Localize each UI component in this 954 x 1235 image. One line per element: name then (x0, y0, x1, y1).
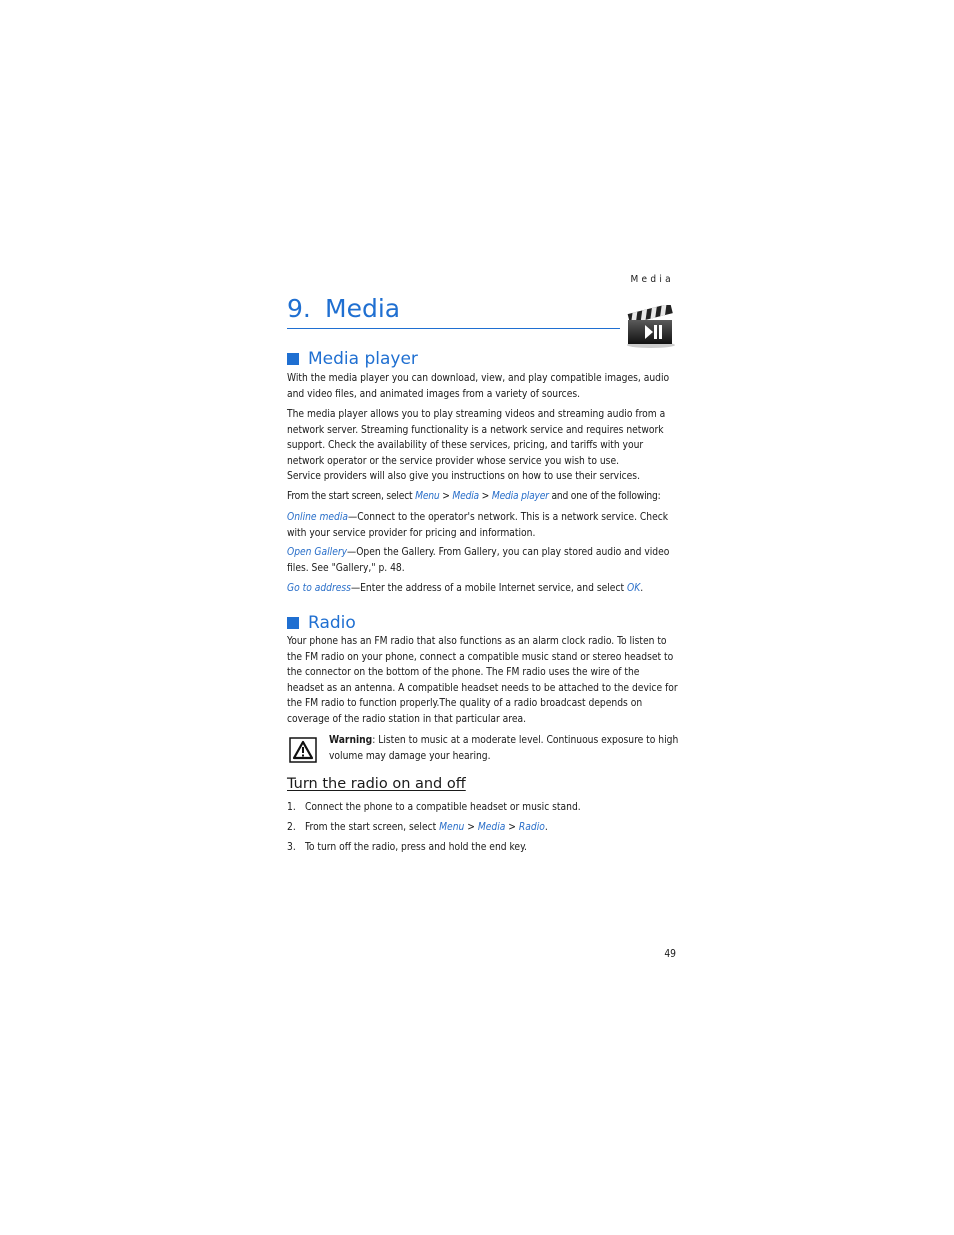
option-text: —Open the Gallery. From Gallery, you can play stored audio and video files. See "Gallery," p. 48. (287, 547, 670, 574)
list-item (287, 820, 548, 836)
option-go-to-address (287, 581, 679, 597)
media-player-path (287, 489, 687, 505)
option-end: . (640, 583, 644, 594)
menu-link[interactable]: Menu (415, 491, 440, 502)
warning-label: Warning (329, 735, 373, 746)
list-item (287, 800, 581, 816)
chapter-title (287, 294, 400, 323)
media-player-paragraph-1: With the media player you can download, view, and play compatible images, audio and video files, and animated images from a variety of sources. (287, 373, 670, 400)
separator: > (464, 822, 478, 833)
step-number: 3. (287, 842, 296, 853)
menu-link[interactable]: Menu (439, 822, 465, 833)
option-online-media (287, 510, 679, 541)
media-player-paragraph-2: The media player allows you to play streaming videos and streaming audio from a network server. Streaming functionality is a network service and requires network support. Check the availability of these services, pricing, and tariffs with your network operator or the service provider whose service you wish to use. (287, 409, 666, 467)
media-player-paragraph-3: Service providers will also give you instructions on how to use their services. (287, 471, 640, 482)
radio-paragraph: Your phone has an FM radio that also functions as an alarm clock radio. To listen to the FM radio on your phone, connect a compatible music stand or stereo headset to the connector on the bottom of the phone. The FM radio uses the wire of the headset as an antenna. A compatible headset needs to be attached to the device for the FM radio to function properly.The quality of a radio broadcast depends on coverage of the radio station in that particular area. (287, 636, 678, 725)
step-number: 2. (287, 822, 296, 833)
option-text: —Enter the address of a mobile Internet service, and select (350, 583, 627, 594)
section-title-media-player (287, 349, 418, 369)
page-number: 49 (664, 949, 676, 960)
separator: > (439, 491, 453, 502)
media-link[interactable]: Media (477, 822, 506, 833)
section-title-radio (287, 613, 356, 633)
step-text: Connect the phone to a compatible headset or music stand. (305, 802, 581, 813)
warning-icon (289, 737, 317, 763)
section-title-text: Radio (308, 613, 356, 633)
warning-text (329, 733, 679, 764)
path-intro: From the start screen, select (287, 491, 416, 502)
option-text: —Connect to the operator's network. This is a network service. Check with your service provider for pricing and information. (287, 512, 669, 539)
step-text: To turn off the radio, press and hold the end key. (305, 842, 527, 853)
option-label[interactable]: Go to address (287, 583, 351, 594)
radio-link[interactable]: Radio (518, 822, 545, 833)
list-item (287, 840, 527, 856)
ok-link[interactable]: OK (626, 583, 641, 594)
step-end: . (544, 822, 548, 833)
option-open-gallery (287, 545, 679, 576)
media-player-link[interactable]: Media player (491, 491, 549, 502)
section-square-icon (287, 617, 299, 629)
separator: > (505, 822, 519, 833)
section-square-icon (287, 353, 299, 365)
option-label[interactable]: Online media (287, 512, 349, 523)
step-text: From the start screen, select (305, 822, 440, 833)
chapter-title-text: Media (325, 294, 401, 323)
option-label[interactable]: Open Gallery (287, 547, 348, 558)
path-outro: and one of the following: (548, 491, 661, 502)
running-header: Media (630, 274, 674, 285)
media-clapperboard-icon (622, 305, 676, 349)
step-number: 1. (287, 802, 296, 813)
chapter-rule (287, 328, 620, 329)
media-link[interactable]: Media (452, 491, 479, 502)
warning-body: : Listen to music at a moderate level. Continuous exposure to high volume may damage your hearing. (329, 735, 679, 762)
section-title-text: Media player (308, 349, 418, 369)
subsection-title: Turn the radio on and off (287, 776, 466, 792)
chapter-number: 9. (287, 294, 311, 323)
separator: > (478, 491, 492, 502)
